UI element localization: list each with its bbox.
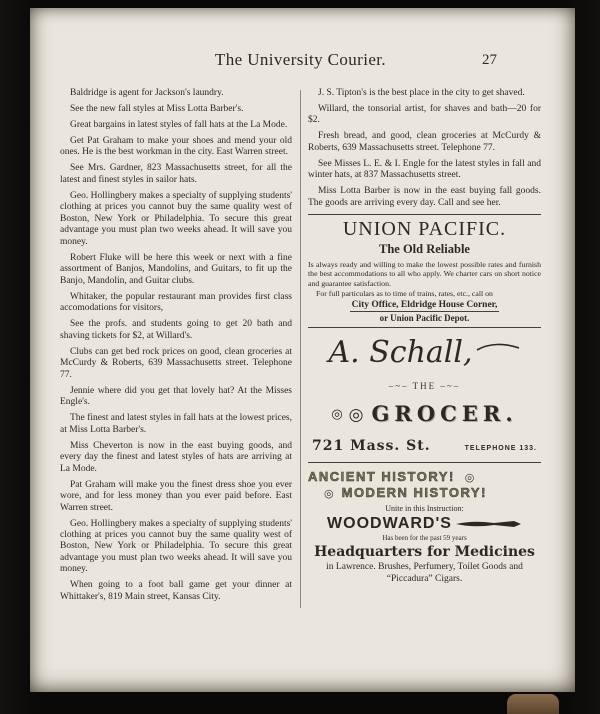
page-header bbox=[60, 50, 541, 74]
news-item: Great bargains in latest styles of fall hats at the La Mode. bbox=[70, 119, 288, 130]
news-item: Geo. Hollingbery makes a specialty of supplying students' clothing at prices you cannot buy the same quality west of Boston, New York or Philadelphia. To secure this great advantage you must plan two weeks ahead. It will save you money. bbox=[60, 518, 292, 575]
pen-flourish-icon bbox=[456, 519, 522, 529]
the-decor-left: –~– bbox=[388, 380, 409, 391]
modern-history-text: MODERN HISTORY! bbox=[341, 484, 487, 500]
bullseye-icon: ◎ bbox=[324, 486, 334, 500]
union-pacific-ad bbox=[308, 218, 541, 323]
news-item: The finest and latest styles in fall hats at the lowest prices, at Miss Lotta Barber's. bbox=[60, 413, 292, 435]
page-title: The University Courier. bbox=[214, 50, 387, 69]
schall-address: 721 Mass. St. bbox=[312, 437, 431, 454]
rule-divider bbox=[308, 462, 541, 463]
schall-telephone: TELEPHONE 133. bbox=[464, 444, 537, 452]
ancient-history-text: ANCIENT HISTORY! bbox=[308, 468, 455, 484]
columns bbox=[60, 88, 541, 608]
news-item: See Mrs. Gardner, 823 Massachusetts street, for all the latest and finest styles in sailor hats. bbox=[60, 163, 292, 185]
news-item: See the new fall styles at Miss Lotta Barber's. bbox=[70, 103, 244, 114]
union-pacific-depot: or Union Pacific Depot. bbox=[379, 313, 470, 324]
news-item: When going to a foot ball game get your dinner at Whittaker's, 819 Main street, Kansas City. bbox=[60, 580, 292, 602]
woodwards-tail: in Lawrence. Brushes, Perfumery, Toilet Goods and “Piccadura” Cigars. bbox=[326, 562, 523, 585]
union-pacific-title: UNION PACIFIC. bbox=[342, 217, 507, 240]
news-item: J. S. Tipton's is the best place in the city to get shaved. bbox=[318, 88, 525, 98]
news-item: Jennie where did you get that lovely hat? At the Misses Engle's. bbox=[60, 385, 292, 408]
schall-name-text: A. Schall, bbox=[328, 335, 473, 371]
newspaper-page bbox=[30, 8, 575, 692]
bullseye-icon: ◎ bbox=[348, 404, 364, 425]
left-column bbox=[60, 88, 292, 608]
bullseye-icon: ◎ bbox=[331, 406, 343, 422]
news-item: Baldridge is agent for Jackson's laundry. bbox=[70, 88, 224, 98]
column-divider bbox=[300, 90, 301, 608]
union-pacific-subtitle: The Old Reliable bbox=[379, 241, 470, 256]
union-pacific-office bbox=[308, 300, 541, 312]
news-item: Get Pat Graham to make your shoes and mend your old ones. He is the best workman in the city. East Warren street. bbox=[60, 135, 292, 158]
schall-grocer-line bbox=[308, 401, 541, 426]
news-item: See the profs. and students going to get 20 bath and shaving tickets for $2, at Willard's. bbox=[60, 319, 292, 341]
schall-address-line bbox=[312, 438, 537, 454]
woodwards-headquarters: Headquarters for Medicines bbox=[314, 544, 535, 561]
modern-history-line bbox=[308, 485, 541, 501]
news-item: Whitaker, the popular restaurant man provides first class accomodations for visitors, bbox=[60, 291, 292, 314]
rule-divider bbox=[308, 327, 541, 328]
schall-the-line bbox=[308, 381, 541, 391]
union-pacific-office-text: City Office, Eldridge House Corner, bbox=[351, 300, 498, 311]
union-pacific-body: Is always ready and willing to make the lowest possible rates and furnish the best accommodations to all who apply. We charter cars on short notice and guarantee satisfaction. bbox=[308, 259, 541, 288]
rule-divider bbox=[308, 214, 541, 215]
union-pacific-call: For full particulars as to time of trains, rates, etc., call on bbox=[316, 288, 493, 298]
news-item: Miss Lotta Barber is now in the east buying fall goods. The goods are arriving every day. Call and see her. bbox=[308, 186, 541, 208]
news-item: Pat Graham will make you the finest dress shoe you ever wore, and for less money than you ever paid before. East Warren street. bbox=[60, 479, 292, 513]
page-content bbox=[60, 50, 541, 688]
woodwards-years: Has been for the past 59 years bbox=[382, 534, 467, 543]
news-item: See Misses L. E. & I. Engle for the latest styles in fall and winter hats, at 837 Massachusetts street. bbox=[308, 158, 541, 181]
woodwards-ad bbox=[308, 466, 541, 586]
schall-grocer-ad bbox=[308, 331, 541, 458]
grocer-text: GROCER. bbox=[371, 400, 518, 426]
news-item: Fresh bread, and good, clean groceries at McCurdy & Roberts, 639 Massachusetts street. Telephone 77. bbox=[308, 131, 541, 153]
news-item: Robert Fluke will be here this week or next with a fine assortment of Banjos, Mandolins, and Guitars, to fit up the Banjo, Mandolin, and Guitar clubs. bbox=[60, 252, 292, 286]
news-item: Clubs can get bed rock prices on good, clean groceries at McCurdy & Roberts, 639 Massachusetts street. Telephone 77. bbox=[60, 346, 292, 380]
thumb-artifact bbox=[507, 694, 559, 714]
news-item: Miss Cheverton is now in the east buying goods, and every day the finest and latest styles of hats are arriving at La Mode. bbox=[60, 440, 292, 474]
the-label: THE bbox=[412, 380, 437, 391]
woodwards-name: WOODWARD'S bbox=[327, 515, 452, 533]
schall-name bbox=[308, 337, 541, 369]
swash-flourish-icon bbox=[475, 340, 521, 354]
unite-text: Unite in this Instruction: bbox=[385, 504, 464, 514]
ancient-history-line bbox=[308, 469, 541, 485]
the-decor-right: –~– bbox=[440, 380, 461, 391]
bullseye-icon: ◎ bbox=[464, 470, 475, 484]
news-item: Willard, the tonsorial artist, for shaves and bath—20 for $2. bbox=[308, 103, 541, 126]
page-number: 27 bbox=[482, 52, 497, 68]
right-column bbox=[308, 88, 541, 608]
woodwards-name-line bbox=[308, 515, 541, 533]
news-item: Geo. Hollingbery makes a specialty of supplying students' clothing at prices you cannot buy the same quality west of Boston, New York or Philadelphia. To secure this great advantage you must plan two weeks ahead. It will save you money. bbox=[60, 190, 292, 247]
